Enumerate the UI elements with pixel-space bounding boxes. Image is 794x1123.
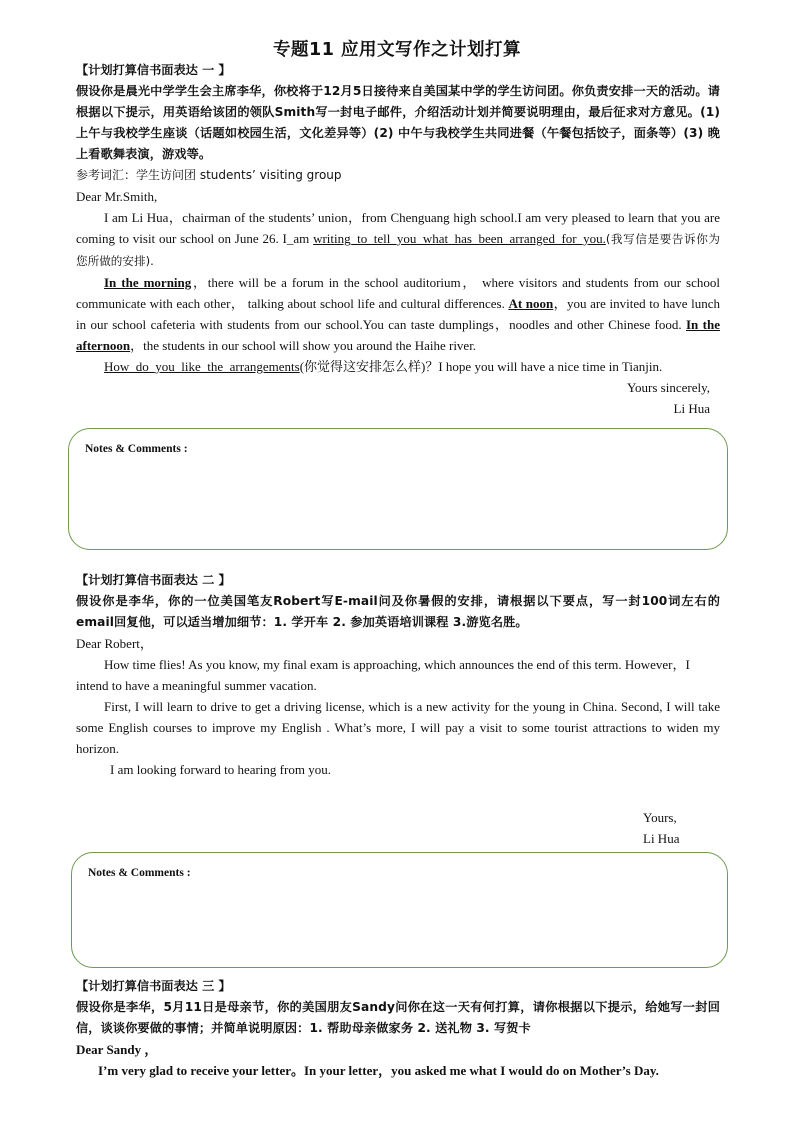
section-2-closing: Yours, <box>643 810 677 825</box>
section-3-paragraph-1: I’m very glad to receive your letter。In your letter，you asked me what I would do on Mother’s Day. <box>98 1063 659 1078</box>
section-1-paragraph-1 <box>76 207 720 272</box>
section-2-paragraph-3: I am looking forward to hearing from you. <box>110 762 331 777</box>
section-2 <box>76 570 720 780</box>
p2-text-a: ，there will be a forum in the school auditorium， where visitors and students from our school communicate with each other， talking about school life and cultural differences. <box>76 275 720 311</box>
section-3-heading: 【计划打算信书面表达 三 】 <box>76 979 231 993</box>
p1-text: I am Li Hua，chairman of the students’ union，from Chenguang high school.I am very pleased to learn that you are coming to visit our school on June 26. I_am <box>76 210 720 246</box>
notes-label-1: Notes & Comments : <box>85 443 188 455</box>
section-2-signature: Li Hua <box>643 831 680 846</box>
section-2-paragraph-2: First, I will learn to drive to get a driving license, which is a new activity for the young in China. Second, I will take some English courses to improve my English . What’s more, I will pay a visit to some tourist attractions to widen my horizon. <box>76 699 720 756</box>
section-1-task: 假设你是晨光中学学生会主席李华，你校将于12月5日接待来自美国某中学的学生访问团。你负责安排一天的活动。请根据以下提示，用英语给该团的领队Smith写一封电子邮件，介绍活动计划并简要说明理由，最后征求对方意见。(1) 上午与我校学生座谈（话题如校园生活，文化差异等）(2) 中午与我校学生共同进餐（午餐包括饺子，面条等）(3) 晚上看歌舞表演，游戏等。 <box>76 84 720 161</box>
section-3 <box>76 976 720 1081</box>
section-3-salutation: Dear Sandy ， <box>76 1042 158 1057</box>
section-2-heading: 【计划打算信书面表达 二 】 <box>76 573 231 587</box>
section-1-vocab: 参考词汇：学生访问团 students’ visiting group <box>76 168 342 182</box>
notes-box-2[interactable] <box>71 852 728 968</box>
section-3-task: 假设你是李华，5月11日是母亲节，你的美国朋友Sandy问你在这一天有何打算，请你根据以下提示，给她写一封回信，谈谈你要做的事情；并简单说明原因：1. 帮助母亲做家务 2. 送礼物 3. 写贺卡 <box>76 1000 720 1035</box>
section-1 <box>76 60 720 419</box>
section-1-signature: Li Hua <box>673 401 710 416</box>
section-1-paragraph-2 <box>76 272 720 356</box>
p3-underlined: How_do_you_like_the_arrangements <box>104 359 300 374</box>
p2-text-c: ，the students in our school will show you around the Haihe river. <box>130 338 477 353</box>
p3-text: (你觉得这安排怎么样)？I hope you will have a nice time in Tianjin. <box>299 359 663 374</box>
section-1-salutation: Dear Mr.Smith, <box>76 189 158 204</box>
p2-text-b: ，you are invited to have lunch in our school cafeteria with students from our school.You can taste dumplings，noodles and other Chinese food. <box>76 296 720 332</box>
section-1-closing: Yours sincerely, <box>626 380 710 395</box>
p1-chinese: (我写信是要告诉你为您所做的安排). <box>76 232 721 268</box>
in-the-morning: In the morning <box>104 275 192 290</box>
section-1-paragraph-3 <box>76 356 720 377</box>
page-title: 专题11 应用文写作之计划打算 <box>273 40 521 60</box>
p1-underlined: writing_to_tell_you_what_has_been_arranged_for_you. <box>313 231 606 246</box>
section-2-paragraph-1: How time flies! As you know, my final exam is approaching, which announces the end of this term. However，I intend to have a meaningful summer vacation. <box>76 657 690 693</box>
in-the-afternoon: In the afternoon <box>76 317 720 353</box>
at-noon: At noon <box>508 296 554 311</box>
section-2-task: 假设你是李华，你的一位美国笔友Robert写E-mail问及你暑假的安排，请根据以下要点，写一封100词左右的email回复他，可以适当增加细节：1. 学开车 2. 参加英语培训课程 3.游览名胜。 <box>76 594 720 629</box>
notes-label-2: Notes & Comments : <box>88 867 191 879</box>
section-1-heading: 【计划打算信书面表达 一 】 <box>76 63 231 77</box>
notes-box-1[interactable] <box>68 428 728 550</box>
section-2-salutation: Dear Robert， <box>76 636 153 651</box>
